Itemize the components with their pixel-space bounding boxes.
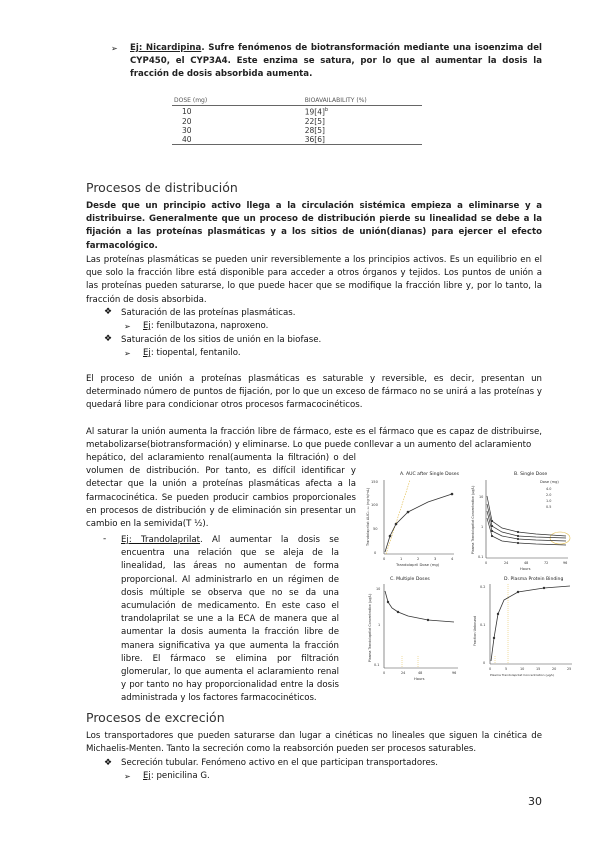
table-row (172, 135, 422, 145)
panel-c-y-tick: 10 (376, 587, 381, 591)
example-label: Ej (143, 771, 151, 781)
table-cell (223, 106, 422, 117)
panel-a-x-tick: 3 (434, 557, 437, 561)
table-footnote-mark: b (324, 107, 329, 113)
panel-b-legend-item: 2.0 (546, 493, 552, 497)
example-text: : penicilina G. (150, 771, 210, 781)
panel-c-x-tick: 48 (418, 671, 423, 675)
panel-d-y-tick: 0 (483, 661, 486, 665)
diamond-bullet-icon: ❖ (104, 334, 113, 344)
panel-d-x-tick: 25 (567, 667, 572, 671)
panel-d-y-label: Fraction Unbound (473, 616, 477, 646)
panel-c (368, 576, 458, 681)
nicardipina-paragraph (130, 42, 542, 82)
panel-a-y-tick: 50 (373, 527, 378, 531)
panel-d-x-tick: 20 (552, 667, 557, 671)
panel-b-x-tick: 48 (524, 561, 529, 565)
trandolaprilat-figure (368, 466, 578, 682)
distribucion-paragraph-4-wrap: hepático, del aclaramiento renal(aumenta la filtración) o del volumen de distribución. Por tanto, es difícil identificar y detectar que la unión a proteínas plasmáticas afecta a la farmacocinética. Se pueden producir cambios proporcionales en procesos de distribución y de eliminación sin presentar un cambio en la semivida(T ½). (86, 453, 356, 530)
panel-a-y-label: Trandolaprilat AUC₀₋₉₆ (ng·h/mL) (366, 487, 370, 546)
panel-c-x-tick: 0 (383, 671, 386, 675)
panel-c-x-tick: 96 (452, 671, 457, 675)
panel-a-x-label: Trandolapril Dose (mg) (396, 562, 440, 567)
table-cell: 36[6] (304, 134, 325, 144)
example-text: : tiopental, fentanilo. (150, 348, 241, 358)
arrow-bullet-icon: ➢ (124, 349, 131, 358)
panel-b-y-tick: 10 (479, 495, 484, 499)
distribucion-paragraph-2: Las proteínas plasmáticas se pueden unir reversiblemente a los principios activos. Es un equilibrio en el que solo la fracción libre está disponible para acceder a otros órganos y tejidos. Los puntos de unión a las proteínas pueden saturarse, lo que puede hacer que se modifique la fracción libre y, por lo tanto, la fracción de dosis absorbida. (86, 255, 542, 305)
panel-b-x-tick: 24 (504, 561, 509, 565)
diamond-bullet-icon: ❖ (104, 758, 113, 768)
example-text: : fenilbutazona, naproxeno. (150, 321, 269, 331)
table-header-dose: DOSE (mg) (172, 96, 223, 106)
panel-b-legend-title: Dose (mg) (540, 480, 559, 484)
panel-b-legend-item: 0.5 (546, 505, 552, 509)
panel-d-y-tick: 0.2 (480, 585, 486, 589)
arrow-bullet-icon: ➢ (124, 772, 131, 781)
arrow-bullet-icon: ➢ (111, 44, 118, 53)
trandolaprilat-paragraph (121, 534, 339, 706)
bioavailability-table (172, 96, 422, 145)
panel-b-legend-item: 1.0 (546, 499, 552, 503)
example-penicilina (143, 770, 210, 783)
example-fenilbutazona (143, 320, 268, 333)
panel-a-x-tick: 0 (383, 557, 386, 561)
panel-c-x-tick: 24 (401, 671, 406, 675)
table-cell-value: 19[4] (304, 107, 325, 117)
trandolaprilat-text: . Al aumentar la dosis se encuentra una relación que se aleja de la linealidad, las áreas no aumentan de forma proporcional. Al administrarlo en un régimen de dosis múltiple se observa que no se da una acumulación de medicamento. En este caso el trandolaprilat se une a la ECA de manera que al aumentar la dosis aumenta la fracción libre de manera significativa ya que aumenta la fracción libre. El fármaco se elimina por filtración glomerular, lo que aumenta el aclaramiento renal y por tanto no hay proporcionalidad entre la dosis administrada y los factores farmacocinéticos. (121, 535, 339, 704)
table-row (172, 106, 422, 117)
panel-a-x-tick: 4 (451, 557, 454, 561)
diamond-bullet-icon: ❖ (104, 307, 113, 317)
panel-d-title: D. Plasma Protein Binding (504, 577, 564, 582)
excrecion-paragraph-1: Los transportadores que pueden saturarse dan lugar a cinéticas no lineales que siguen la cinética de Michaelis-Menten. Tanto la secreción como la reabsorción pueden ser procesos saturables. (86, 731, 542, 755)
panel-a-x-tick: 1 (400, 557, 403, 561)
trandolaprilat-label: Ej: Trandolaprilat (121, 535, 201, 545)
dash-bullet-icon: - (103, 534, 107, 544)
nicardipina-text: . Sufre fenómenos de biotransformación mediante una isoenzima del CYP450, el CYP3A4. Este enzima se satura, por lo que al aumentar la dosis la fracción de dosis absorbida aumenta. (130, 43, 542, 80)
bullet-secrecion-tubular: Secreción tubular. Fenómeno activo en el que participan transportadores. (121, 758, 438, 768)
example-tiopental (143, 347, 241, 360)
panel-d-x-tick: 10 (520, 667, 525, 671)
table-cell: 30 (182, 125, 192, 135)
panel-d (473, 576, 572, 677)
table-cell: 10 (182, 106, 192, 116)
table-header-bioavailability: BIOAVAILABILITY (%) (223, 96, 422, 106)
panel-a-x-tick: 2 (417, 557, 420, 561)
panel-b-x-tick: 0 (485, 561, 488, 565)
table-cell: 20 (182, 116, 192, 126)
distribucion-paragraph-3: El proceso de unión a proteínas plasmáticas es saturable y reversible, es decir, presentan un determinado número de puntos de fijación, por lo que un exceso de fármaco no se unirá a las proteínas y quedará libre para condicionar otros procesos farmacocinéticos. (86, 374, 542, 411)
panel-b-y-tick: 1 (481, 525, 484, 529)
panel-a-y-tick: 0 (374, 551, 377, 555)
bullet-saturacion-biofase: Saturación de los sitios de unión en la biofase. (121, 335, 322, 345)
panel-b-y-tick: 0.1 (478, 555, 484, 559)
panel-c-title: C. Multiple Doses (390, 577, 430, 582)
page-number: 30 (528, 795, 542, 808)
table-cell: 28[5] (304, 125, 325, 135)
panel-d-x-tick: 15 (536, 667, 541, 671)
section-title-excrecion: Procesos de excreción (86, 710, 225, 725)
panel-b-y-label: Plasma Trandolaprilat Concentration (µg/L) (471, 485, 475, 554)
table-cell: 22[5] (304, 116, 325, 126)
panel-b (471, 471, 570, 571)
panel-b-x-tick: 96 (563, 561, 568, 565)
panel-c-y-tick: 0.1 (374, 663, 380, 667)
panel-b-title: B. Single Dose (514, 472, 548, 477)
panel-b-x-label: Hours (520, 567, 531, 571)
example-label: Ej (143, 348, 151, 358)
panel-b-legend-item: 4.0 (546, 487, 552, 491)
panel-b-x-tick: 72 (544, 561, 549, 565)
panel-d-x-tick: 5 (505, 667, 508, 671)
arrow-bullet-icon: ➢ (124, 322, 131, 331)
section-title-distribucion: Procesos de distribución (86, 180, 238, 195)
table-row (172, 126, 422, 135)
example-label: Ej (143, 321, 151, 331)
panel-a-y-tick: 100 (371, 503, 378, 507)
panel-c-y-label: Plasma Trandolaprilat Concentration (µg/L) (368, 593, 372, 662)
distribucion-paragraph-4: Al saturar la unión aumenta la fracción libre de fármaco, este es el fármaco que es capaz de distribuirse, metabolizarse(biotransformación) y eliminarse. Lo que puede conllevar a un aumento del aclaramiento (86, 427, 542, 451)
table-row (172, 117, 422, 126)
panel-d-x-label: Plasma Trandolaprilat Concentration (µg/L) (490, 673, 555, 677)
panel-c-y-tick: 1 (378, 623, 381, 627)
bullet-saturacion-proteinas: Saturación de las proteínas plasmáticas. (121, 308, 296, 318)
panel-d-y-tick: 0.1 (480, 623, 486, 627)
panel-a-y-tick: 150 (371, 480, 378, 484)
table-cell: 40 (182, 134, 192, 144)
panel-c-x-label: Hours (414, 677, 425, 681)
panel-a (366, 471, 460, 567)
distribucion-paragraph-1: Desde que un principio activo llega a la circulación sistémica empieza a eliminarse y a distribuirse. Generalmente que un proceso de distribución pierde su linealidad se debe a la fijación a las proteínas plasmáticas y a los sitios de unión(dianas) para ejercer el efecto farmacológico. (86, 201, 542, 251)
nicardipina-label: Ej: Nicardipina (130, 43, 202, 53)
panel-a-title: A. AUC after Single Doses (400, 472, 460, 477)
panel-d-x-tick: 0 (489, 667, 492, 671)
